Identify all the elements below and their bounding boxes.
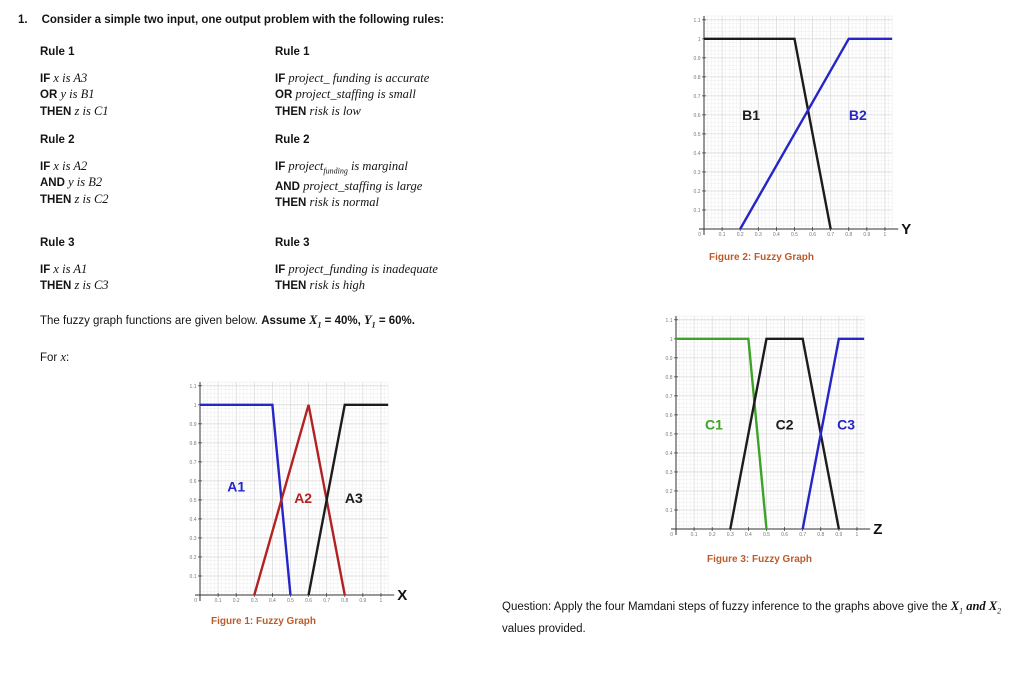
figure-3-caption: Figure 3: Fuzzy Graph [707,554,813,565]
rule-title: Rule 3 [40,237,75,249]
rule-block [275,134,422,212]
chart-canvas-Y [688,12,920,244]
svg-text:0.2: 0.2 [708,532,716,538]
svg-text:0: 0 [698,232,701,238]
rule-keyword: THEN [275,197,310,210]
svg-text:0.1: 0.1 [214,598,222,604]
svg-text:0.2: 0.2 [693,188,701,195]
svg-text:1: 1 [883,232,887,238]
svg-text:0.1: 0.1 [189,573,197,580]
rule-line [275,159,422,179]
rule-line [275,195,422,211]
chart-canvas-Z [660,312,892,544]
rule-lines [40,262,109,295]
svg-text:0.4: 0.4 [268,598,276,604]
svg-text:0.6: 0.6 [809,232,817,238]
rule-line [275,71,429,87]
svg-text:0.2: 0.2 [232,598,240,604]
for-word: For [40,352,61,364]
rule-keyword: IF [275,161,289,173]
series-label-A3: A3 [344,490,363,507]
svg-text:0.3: 0.3 [754,232,762,238]
series-label-B2: B2 [848,106,867,123]
rule-expression: project_ funding is accurate [288,71,430,85]
rule-expression: project$_{funding}$ is marginal [288,159,408,176]
rule-lines [275,159,422,212]
svg-text:0.5: 0.5 [693,131,701,138]
series-label-C2: C2 [775,416,794,433]
rule-keyword: IF [275,264,289,276]
rule-line [275,262,438,278]
rules-column-right [275,46,507,326]
question-text [502,597,1022,639]
axis-letter-Y: Y [901,221,912,238]
series-label-C3: C3 [837,416,856,433]
svg-text:0.4: 0.4 [665,450,673,457]
series-label-C1: C1 [705,416,723,433]
question-var-x1-sub: 1 [959,606,964,616]
tick-labels [694,18,887,238]
svg-text:0.1: 0.1 [693,207,701,214]
for-x-var: x [60,350,67,364]
svg-text:0.9: 0.9 [359,598,367,604]
rule-title: Rule 2 [275,134,310,146]
rule-keyword: IF [40,264,54,276]
rule-block [40,237,109,295]
problem-number: 1. [18,14,28,26]
rule-expression: y is B2 [68,175,103,190]
svg-text:0.9: 0.9 [863,232,871,238]
assume-eq2: = 60%. [375,315,415,327]
rule-line [40,192,109,208]
rule-lines [40,71,109,120]
question-line2: values provided. [502,623,586,636]
rule-expression: x is A2 [53,159,88,173]
assumption-statement [261,313,415,330]
rule-expression: project_staffing is large [303,178,423,193]
question-var-x1: X [950,599,960,613]
rule-keyword: AND [40,177,69,190]
for-x-colon: : [66,352,70,364]
question-var-x2-sub: 2 [997,606,1002,616]
fuzzy-graph-z [660,312,892,544]
for-x-label [40,350,69,365]
rule-expression: z is C3 [74,278,109,293]
series-label-B1: B1 [742,106,761,123]
problem-title [18,14,444,26]
svg-text:1: 1 [193,402,197,409]
svg-text:0.4: 0.4 [693,150,701,157]
svg-text:1.1: 1.1 [665,317,673,324]
svg-text:0.3: 0.3 [693,169,701,176]
rule-keyword: THEN [275,105,310,118]
rule-block [40,46,109,120]
rule-line [275,278,438,294]
var-y1: Y [363,313,372,327]
svg-text:0.7: 0.7 [665,393,673,400]
rule-keyword: THEN [40,280,75,293]
svg-text:0.6: 0.6 [189,478,197,485]
rules-column-left [40,46,272,326]
rule-line [40,71,109,87]
rule-title: Rule 3 [275,237,310,249]
figure-1-caption: Figure 1: Fuzzy Graph [211,616,317,627]
svg-text:0.6: 0.6 [693,112,701,119]
rule-expression: project_funding is inadequate [288,262,438,276]
rule-keyword: OR [40,89,61,102]
rule-title: Rule 2 [40,134,75,146]
question-prefix: Question: Apply the four Mamdani steps of fuzzy inference to the graphs above give the [502,601,951,613]
rule-line [40,278,109,294]
assumption-prefix: The fuzzy graph functions are given below. [40,315,262,327]
rule-block [275,237,438,295]
rule-line [275,87,429,103]
rule-keyword: IF [40,161,54,173]
svg-text:0.8: 0.8 [665,374,673,381]
svg-text:0.7: 0.7 [827,232,835,238]
rule-expression: z is C1 [74,103,109,118]
var-x1: X [309,313,318,327]
figure-2-caption: Figure 2: Fuzzy Graph [709,252,815,263]
svg-text:0.8: 0.8 [817,532,825,538]
rule-line [40,159,109,175]
rule-expression: z is C2 [74,191,109,206]
rule-expression: risk is normal [309,195,379,210]
chart-canvas-X [184,378,416,610]
series-label-A2: A2 [294,490,313,507]
svg-text:1: 1 [379,598,383,604]
assume-eq1: = 40%, [321,315,364,327]
svg-text:0.3: 0.3 [189,535,197,542]
svg-text:0.5: 0.5 [790,232,798,238]
rule-block [40,134,109,208]
rule-line [40,175,109,191]
math-subscript: funding [323,166,348,176]
rule-expression: x is A1 [53,262,88,276]
rule-block [275,46,429,120]
svg-text:0.6: 0.6 [305,598,313,604]
var-x1-sub: 1 [317,320,322,330]
question-var-x2: X [988,599,998,613]
svg-text:1: 1 [855,532,859,538]
rule-keyword: AND [275,180,304,193]
svg-text:0.6: 0.6 [665,412,673,419]
svg-text:0.2: 0.2 [736,232,744,238]
svg-text:0.9: 0.9 [665,355,673,362]
rule-line [40,104,109,120]
rule-keyword: OR [275,89,296,102]
svg-text:0.3: 0.3 [726,532,734,538]
series-label-A1: A1 [227,478,246,495]
svg-text:0.3: 0.3 [250,598,258,604]
rule-keyword: THEN [40,105,75,118]
svg-text:0.4: 0.4 [189,516,197,523]
svg-text:0.2: 0.2 [665,488,673,495]
rule-lines [275,262,438,295]
axis-letter-X: X [397,587,408,604]
rule-expression: project_staffing is small [295,87,416,102]
svg-text:0.4: 0.4 [744,532,752,538]
fuzzy-graph-x [184,378,416,610]
svg-text:0.5: 0.5 [762,532,770,538]
svg-text:0.1: 0.1 [718,232,726,238]
svg-text:1.1: 1.1 [693,17,701,24]
svg-text:0.5: 0.5 [665,431,673,438]
svg-text:0.9: 0.9 [835,532,843,538]
var-y1-sub: 1 [371,320,376,330]
rule-keyword: THEN [275,280,310,293]
rule-lines [275,71,429,120]
svg-text:0.6: 0.6 [781,532,789,538]
svg-text:0: 0 [670,532,673,538]
svg-text:0.8: 0.8 [693,74,701,81]
svg-text:1: 1 [669,336,673,343]
svg-text:0.2: 0.2 [189,554,197,561]
axis-letter-Z: Z [873,521,883,538]
rule-lines [40,159,109,208]
question-and: and [963,599,989,613]
svg-text:0.9: 0.9 [693,55,701,62]
svg-text:0.1: 0.1 [665,507,673,514]
problem-title-text: Consider a simple two input, one output problem with the following rules: [41,14,445,26]
rule-expression: x is A3 [53,71,88,85]
tick-labels [666,318,859,538]
rule-keyword: IF [275,73,289,85]
rule-title: Rule 1 [275,46,310,58]
svg-text:1.1: 1.1 [189,383,197,390]
rule-line [40,87,109,103]
svg-text:0.3: 0.3 [665,469,673,476]
rule-title: Rule 1 [40,46,75,58]
rule-expression: risk is high [309,278,366,293]
rule-line [40,262,109,278]
fuzzy-graph-y [688,12,920,244]
svg-text:0: 0 [194,598,197,604]
svg-text:0.1: 0.1 [690,532,698,538]
svg-text:0.5: 0.5 [189,497,197,504]
rule-expression: y is B1 [60,87,95,102]
svg-text:0.8: 0.8 [845,232,853,238]
rule-keyword: IF [40,73,54,85]
svg-text:0.7: 0.7 [189,459,197,466]
assumption-line [40,313,415,329]
svg-text:0.9: 0.9 [189,421,197,428]
svg-text:0.7: 0.7 [799,532,807,538]
svg-text:0.5: 0.5 [286,598,294,604]
svg-text:0.7: 0.7 [693,93,701,100]
assume-word: Assume [261,315,310,327]
svg-text:0.4: 0.4 [772,232,780,238]
rule-keyword: THEN [40,193,75,206]
rule-line [275,104,429,120]
rule-expression: risk is low [309,103,361,118]
rule-line [275,179,422,195]
svg-text:0.8: 0.8 [189,440,197,447]
svg-text:0.8: 0.8 [341,598,349,604]
svg-text:1: 1 [697,36,701,43]
svg-text:0.7: 0.7 [323,598,331,604]
